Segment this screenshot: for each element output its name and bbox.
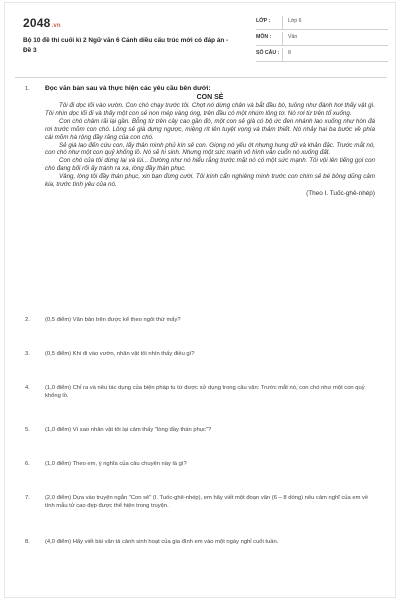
meta-row-class	[256, 16, 388, 30]
question-number: 4.	[25, 385, 30, 391]
header-divider	[15, 77, 387, 78]
question-number: 3.	[25, 351, 30, 357]
meta-label: SỐ CÂU :	[256, 50, 280, 56]
question-number: 1.	[25, 86, 30, 92]
meta-label: LỚP :	[256, 18, 271, 24]
meta-value: Lớp 6	[288, 18, 302, 24]
question-prompt: Đọc văn bản sau và thực hiện các yêu cầu bên dưới:	[45, 85, 211, 92]
story-source: (Theo I. Tuốc-ghê-nhép)	[306, 189, 375, 197]
site-logo[interactable]	[23, 16, 61, 30]
logo-text: 2048	[23, 16, 51, 30]
logo-tld: .vn	[51, 23, 61, 29]
question-number: 6.	[25, 461, 30, 467]
story-paragraph: Con chó chậm rãi lại gần. Bỗng từ trên cây cao gần đó, một con sẻ già có bộ ức đen nhánh lao xuống như hòn đá rơi trước mõm con chó. Lông sẻ già dựng ngược, miệng rít lên tuyệt vọng và thảm thiết. Nó nhảy hai ba bước về phía cái mõm há rộng đầy răng của con chó.	[45, 117, 375, 141]
question-text: (2,0 điểm) Dựa vào truyện ngắn "Con sẻ" (I. Tuốc-ghê-nhép), em hãy viết một đoạn văn (6 – 8 dòng) nêu cảm nghĩ của em về tình mẫu tử cao đẹp được thể hiện trong truyện.	[45, 495, 369, 509]
story-title: CON SẺ	[196, 94, 224, 101]
header	[23, 16, 389, 62]
question-text: (4,0 điểm) Hãy viết bài văn tả cảnh sinh hoạt của gia đình em vào một ngày nghỉ cuối tuần.	[45, 539, 279, 545]
meta-value: Văn	[288, 34, 298, 40]
question-body	[45, 85, 375, 198]
exam-sheet	[4, 2, 396, 598]
question-text: (0,5 điểm) Văn bản trên được kể theo ngôi thứ mấy?	[45, 317, 181, 323]
question-number: 2.	[25, 317, 30, 323]
meta-row-count	[256, 48, 388, 62]
question-number: 5.	[25, 427, 30, 433]
meta-row-subject	[256, 32, 388, 46]
question-number: 8.	[25, 539, 30, 545]
question-text: (1,0 điểm) Vì sao nhân vật tôi lại cảm thấy "lòng đầy thán phục"?	[45, 427, 212, 433]
exam-meta	[256, 16, 388, 64]
meta-value: 8	[288, 50, 291, 56]
story-paragraph: Sẻ già lao đến cứu con, lấy thân mình phủ kín sẻ con. Giọng nó yếu ớt nhưng hung dữ và khản đặc. Trước mắt nó, con chó như một con quỷ khổng lồ. Nó sẽ hi sinh. Nhưng một sức mạnh vô hình vẫn cuốn nó xuống đất.	[45, 141, 375, 157]
question-text: (1,0 điểm) Theo em, ý nghĩa của câu chuyện này là gì?	[45, 461, 187, 467]
meta-label: MÔN :	[256, 34, 272, 40]
story-paragraph: Tôi đi dọc lối vào vườn. Con chó chạy trước tôi. Chợt nó dừng chân và bắt đầu bò, tuồng như đánh hơi thấy vật gì. Tôi nhìn dọc lối đi và thấy một con sẻ non mép vàng óng, trên đầu có một nhúm lông tơ. Nó rơi từ trên tổ xuống.	[45, 102, 375, 117]
question-number: 7.	[25, 495, 30, 501]
story-paragraph: Vâng, lòng tôi đầy thán phục, xin bạn đừng cười. Tôi kính cẩn nghiêng mình trước con chim sẻ bé bỏng dũng cảm kia, trước tình yêu của nó.	[45, 173, 375, 189]
document-title: Bộ 10 đề thi cuối kì 2 Ngữ văn 6 Cánh diều cấu trúc mới có đáp án - Đề 3	[23, 37, 229, 54]
question-text: (0,5 điểm) Khi đi vào vườn, nhân vật tôi nhìn thấy điều gì?	[45, 351, 195, 357]
story-paragraph: Con chó của tôi dừng lại và lùi... Dường như nó hiểu rằng trước mặt nó có một sức mạnh. Tôi vội lên tiếng gọi con chó đang bối rối ấy tránh ra xa, lòng đầy thán phục.	[45, 157, 375, 173]
question-text: (1,0 điểm) Chỉ ra và nêu tác dụng của biện pháp tu từ được sử dụng trong câu văn: Trước mắt nó, con chó như một con quỷ khổng lồ.	[45, 385, 365, 399]
